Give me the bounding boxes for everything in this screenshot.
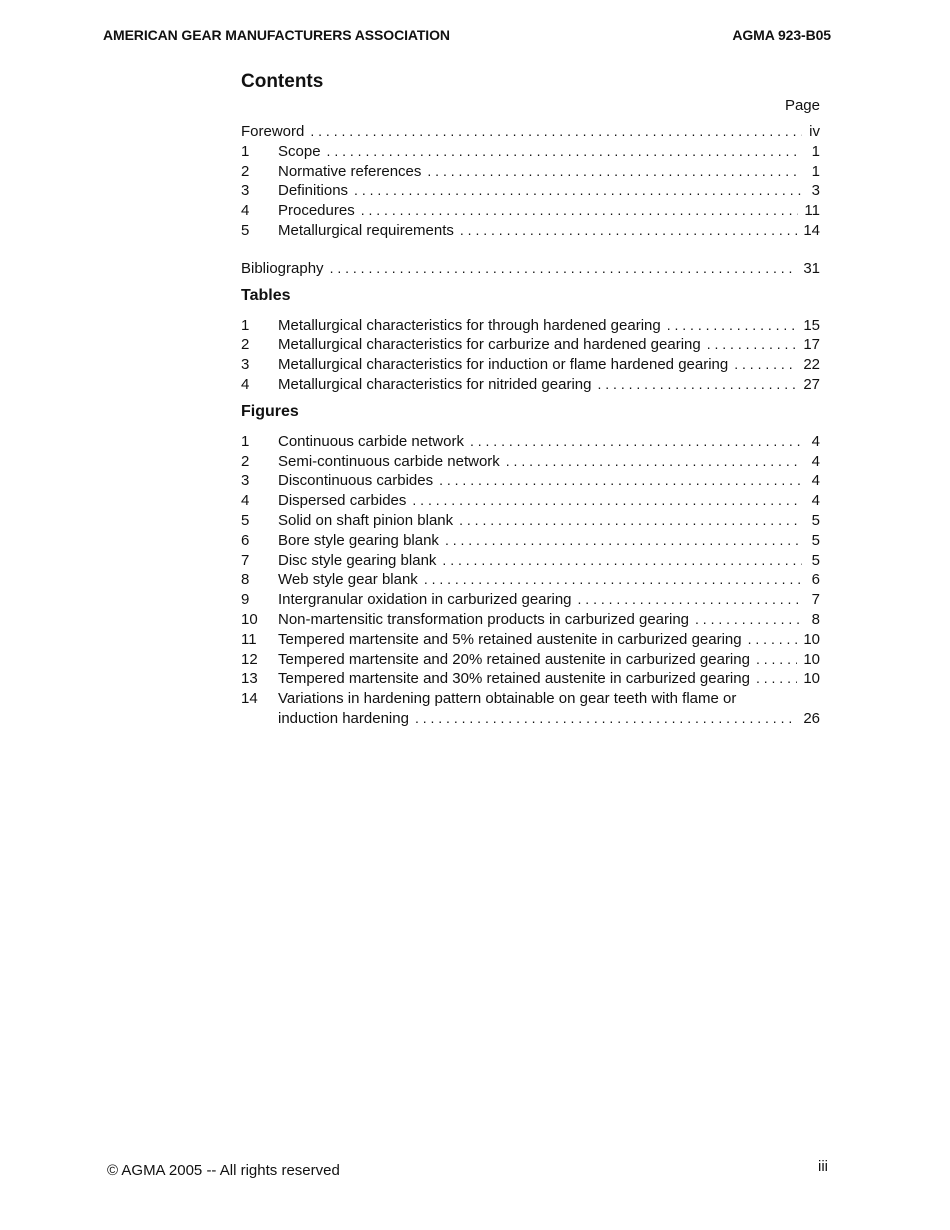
toc-entry-title: Intergranular oxidation in carburized gearing: [278, 591, 572, 609]
toc-entry-title: Disc style gearing blank: [278, 551, 437, 569]
toc-entry-figure[interactable]: [241, 610, 820, 630]
footer-page-number: iii: [818, 1158, 828, 1175]
toc-entry-clause[interactable]: [241, 162, 820, 182]
toc-entry-number: 4: [241, 375, 250, 393]
dot-leader: [707, 335, 798, 355]
table-of-contents: [241, 70, 820, 729]
figures-heading: Figures: [241, 402, 299, 420]
toc-entry-number: 10: [241, 610, 258, 628]
toc-entry-number: 3: [241, 182, 250, 200]
toc-entry-number: 2: [241, 162, 250, 180]
toc-entry-title: Web style gear blank: [278, 571, 418, 589]
toc-entry-number: 1: [241, 432, 250, 450]
toc-entry-bibliography[interactable]: [241, 259, 820, 279]
toc-entry-number: 2: [241, 452, 250, 470]
toc-entry-page: 5: [811, 511, 820, 529]
contents-title: Contents: [241, 71, 324, 92]
toc-entry-page: 8: [811, 610, 820, 628]
dot-leader: [442, 551, 802, 571]
toc-entry-figure[interactable]: [241, 531, 820, 551]
toc-entry-number: 12: [241, 650, 258, 668]
toc-entry-page: 27: [803, 375, 820, 393]
toc-entry-page: 4: [811, 492, 820, 510]
toc-entry-foreword[interactable]: [241, 122, 820, 142]
dot-leader: [310, 122, 802, 142]
dot-leader: [412, 491, 802, 511]
toc-entry-title: Bore style gearing blank: [278, 531, 439, 549]
tables-list: [241, 316, 820, 395]
toc-entry-title: Non-martensitic transformation products in carburized gearing: [278, 610, 690, 628]
toc-entry-figure[interactable]: [241, 452, 820, 472]
toc-entry-page: 6: [811, 571, 820, 589]
toc-entry-figure[interactable]: [241, 432, 820, 452]
toc-entry-page: 4: [811, 452, 820, 470]
toc-entry-page: 26: [803, 709, 820, 727]
dot-leader: [748, 630, 798, 650]
dot-leader: [695, 610, 802, 630]
toc-entry-table[interactable]: [241, 316, 820, 336]
dot-leader: [427, 162, 802, 182]
dot-leader: [330, 259, 798, 279]
toc-entry-title: Metallurgical characteristics for through hardened gearing: [278, 316, 661, 334]
toc-entry-figure[interactable]: [241, 551, 820, 571]
toc-entry-title: Tempered martensite and 5% retained austenite in carburized gearing: [278, 630, 742, 648]
toc-entry-figure[interactable]: [241, 669, 820, 689]
toc-entry-number: 3: [241, 356, 250, 374]
toc-entry-title: Tempered martensite and 30% retained austenite in carburized gearing: [278, 670, 750, 688]
toc-entry-title-line1: Variations in hardening pattern obtainable on gear teeth with flame or: [278, 690, 737, 708]
toc-entry-number: 11: [241, 630, 257, 648]
toc-entry-page: 22: [803, 356, 820, 374]
dot-leader: [445, 531, 802, 551]
toc-entry-table[interactable]: [241, 335, 820, 355]
toc-entry-figure[interactable]: [241, 511, 820, 531]
toc-entry-number: 9: [241, 591, 250, 609]
dot-leader: [506, 452, 802, 472]
toc-entry-title: Procedures: [278, 202, 355, 220]
toc-entry-page: 15: [803, 316, 820, 334]
dot-leader: [459, 511, 802, 531]
toc-entry-page: 17: [803, 336, 820, 354]
dot-leader: [415, 709, 797, 729]
toc-entry-page: 7: [811, 591, 820, 609]
toc-entry-figure[interactable]: [241, 471, 820, 491]
dot-leader: [756, 650, 797, 670]
toc-entry-page: 1: [811, 142, 820, 160]
toc-entry-figure[interactable]: [241, 689, 820, 729]
figures-list: [241, 432, 820, 729]
toc-entry-title-line2: induction hardening: [278, 709, 409, 727]
dot-leader: [424, 570, 802, 590]
dot-leader: [578, 590, 802, 610]
toc-entry-title: Continuous carbide network: [278, 432, 464, 450]
toc-entry-page: 10: [803, 630, 820, 648]
toc-entry-page: 3: [811, 182, 820, 200]
dot-leader: [470, 432, 802, 452]
page-column-label: Page: [784, 97, 820, 114]
toc-entry-clause[interactable]: [241, 142, 820, 162]
toc-entry-page: 10: [803, 670, 820, 688]
toc-entry-number: 6: [241, 531, 250, 549]
dot-leader: [327, 142, 802, 162]
clauses-list: [241, 122, 820, 241]
toc-entry-title: Metallurgical requirements: [278, 221, 454, 239]
toc-entry-page: 10: [803, 650, 820, 668]
toc-entry-figure[interactable]: [241, 491, 820, 511]
toc-entry-page: 31: [803, 259, 820, 277]
dot-leader: [734, 355, 797, 375]
toc-entry-title: Metallurgical characteristics for induction or flame hardened gearing: [278, 356, 729, 374]
tables-heading: Tables: [241, 286, 291, 304]
toc-entry-clause[interactable]: [241, 181, 820, 201]
toc-entry-title: Bibliography: [241, 259, 324, 277]
toc-entry-title: Foreword: [241, 123, 305, 140]
toc-entry-figure[interactable]: [241, 650, 820, 670]
dot-leader: [597, 375, 797, 395]
toc-entry-number: 1: [241, 142, 250, 160]
toc-entry-clause[interactable]: [241, 221, 820, 241]
toc-entry-number: 3: [241, 472, 250, 490]
toc-entry-title: Normative references: [278, 162, 422, 180]
dot-leader: [361, 201, 799, 221]
toc-entry-figure[interactable]: [241, 630, 820, 650]
toc-entry-table[interactable]: [241, 375, 820, 395]
toc-entry-page: 4: [811, 472, 820, 490]
footer-copyright: © AGMA 2005 -- All rights reserved: [107, 1162, 340, 1179]
toc-entry-title: Semi-continuous carbide network: [278, 452, 500, 470]
toc-entry-figure[interactable]: [241, 590, 820, 610]
toc-entry-number: 14: [241, 690, 258, 708]
toc-entry-table[interactable]: [241, 355, 820, 375]
header-document-id: AGMA 923-B05: [732, 27, 831, 43]
toc-entry-page: 14: [803, 221, 820, 239]
dot-leader: [667, 316, 798, 336]
toc-entry-number: 4: [241, 492, 250, 510]
dot-leader: [354, 181, 802, 201]
toc-entry-number: 13: [241, 670, 258, 688]
toc-entry-title: Discontinuous carbides: [278, 472, 434, 490]
toc-entry-clause[interactable]: [241, 201, 820, 221]
toc-entry-title: Metallurgical characteristics for carburize and hardened gearing: [278, 336, 701, 354]
dot-leader: [439, 471, 802, 491]
dot-leader: [756, 669, 797, 689]
toc-entry-number: 1: [241, 316, 250, 334]
header-organization: AMERICAN GEAR MANUFACTURERS ASSOCIATION: [103, 27, 450, 43]
toc-entry-page: 11: [804, 202, 820, 220]
toc-entry-page: 5: [811, 551, 820, 569]
toc-entry-page: 5: [811, 531, 820, 549]
toc-entry-figure[interactable]: [241, 570, 820, 590]
toc-entry-title: Scope: [278, 142, 321, 160]
toc-entry-page: iv: [809, 123, 820, 140]
toc-entry-number: 4: [241, 202, 250, 220]
toc-entry-title: Definitions: [278, 182, 349, 200]
toc-entry-title: Solid on shaft pinion blank: [278, 511, 454, 529]
toc-entry-number: 5: [241, 221, 250, 239]
toc-entry-page: 4: [811, 432, 820, 450]
toc-entry-number: 8: [241, 571, 250, 589]
toc-entry-number: 7: [241, 551, 250, 569]
toc-entry-page: 1: [811, 162, 820, 180]
dot-leader: [460, 221, 797, 241]
toc-entry-title: Tempered martensite and 20% retained austenite in carburized gearing: [278, 650, 750, 668]
toc-entry-number: 2: [241, 336, 250, 354]
toc-entry-title: Metallurgical characteristics for nitrided gearing: [278, 375, 592, 393]
toc-entry-number: 5: [241, 511, 250, 529]
toc-entry-title: Dispersed carbides: [278, 492, 407, 510]
